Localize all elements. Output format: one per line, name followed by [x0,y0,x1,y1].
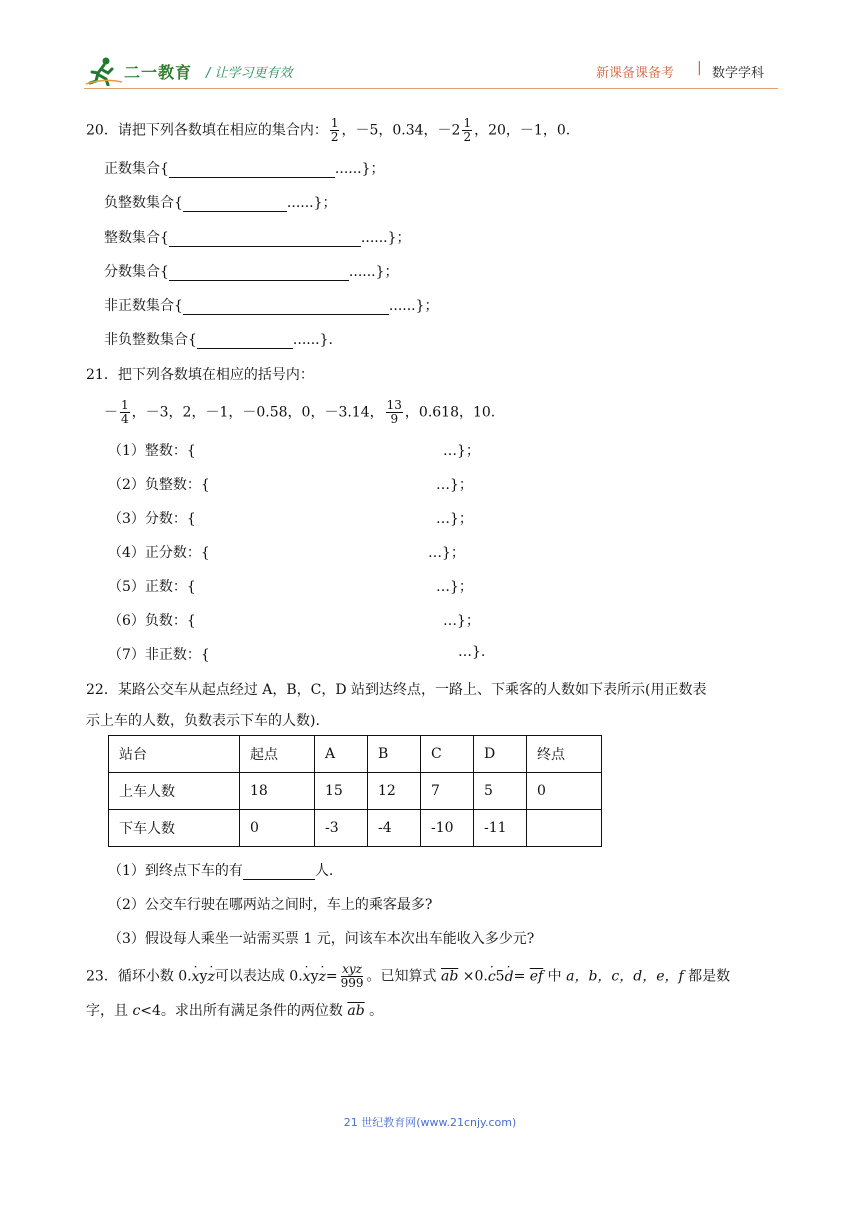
answer-blank[interactable] [243,865,315,880]
fraction-numerator: 1 [330,116,339,130]
table-cell: 0 [240,810,315,847]
fraction-denominator: 9 [390,412,399,426]
table-cell: 起点 [240,736,315,773]
digit: 5 [495,968,505,985]
fraction-numerator: 1 [463,116,472,130]
table-cell: C [421,736,474,773]
table-cell: 15 [315,773,368,810]
table-cell: 12 [368,773,421,810]
repeating-digit: x · [303,969,311,985]
item-label: （7）非正数：{ [108,647,210,663]
q22-sub3: （3）假设每人乘坐一站需买票 1 元，问该车本次出车能收入多少元? [108,931,535,947]
q20-set-nonnegative-integer [104,329,333,349]
bus-passenger-table [108,735,602,847]
overline-ab: $\overline{ab}$ [347,1003,365,1019]
q23-text: 。 [369,1003,384,1019]
header-separator: | [697,60,702,76]
multiply-text: ×0. [462,968,488,985]
set-label: 非正数集合{ [104,298,183,314]
q21-item-1 [108,440,196,460]
q23-text: 字，且 [86,1003,133,1019]
fraction-numerator: xyz [342,962,362,976]
q21-numbers [104,399,495,426]
q20-numbers-text-end: ，20，－1，0. [474,122,571,139]
fraction-denominator: 2 [330,130,339,144]
table-cell: -10 [421,810,474,847]
q21-minus-sign: － [104,404,118,421]
q23-text: 都是数 [683,968,731,985]
q23-line2 [86,1000,383,1020]
answer-blank[interactable] [169,266,349,281]
table-cell: B [368,736,421,773]
runner-logo-icon [84,56,124,86]
q23-text: <4。求出所有满足条件的两位数 [140,1003,343,1019]
q21-item-5-end: …}； [436,579,473,595]
fraction-numerator: 1 [121,398,129,412]
q22-stem-line1: 22．某路公交车从起点经过 A，B，C，D 站到达终点，一路上、下乘客的人数如下表所示(用正数表 [86,682,707,698]
q20-numbers-text: ，－5，0.34，－2 [341,122,461,139]
table-row [109,810,602,847]
item-label: （5）正数：{ [108,579,196,595]
answer-blank[interactable] [183,300,389,315]
q23-text: 可以表达成 0. [214,968,303,985]
repeating-digit: y [199,968,208,985]
set-end: ......}. [292,332,333,348]
repeating-digit: y [310,968,319,985]
set-label: 正数集合{ [104,161,169,177]
sub1-unit: 人. [314,863,334,879]
table-header-row [109,736,602,773]
q21-item-4-end: …}； [428,545,465,561]
fraction-denominator: 2 [463,130,472,144]
table-cell: -4 [368,810,421,847]
set-end: ......}； [360,230,411,246]
header-divider [84,88,778,89]
q20-fraction-1 [330,117,340,144]
repeating-digit: z · [207,969,214,985]
table-cell: -11 [474,810,527,847]
header-course-label: 新课备课备考 [596,66,675,81]
q20-fraction-2 [462,117,472,144]
equals-sign: = [513,968,526,985]
q20-stem-text: 20．请把下列各数填在相应的集合内： [86,122,328,139]
q22-stem-line2: 示上车的人数，负数表示下车的人数). [86,713,320,729]
answer-blank[interactable] [197,334,293,349]
repeating-digit: x · [192,969,200,985]
q21-item-3-end: …}； [436,511,473,527]
q22-sub2: （2）公交车行驶在哪两站之间时，车上的乘客最多? [108,897,433,913]
q21-fraction-1 [120,399,130,426]
q23-fraction [340,963,365,990]
set-end: ......}； [286,195,337,211]
item-label: （6）负数：{ [108,613,196,629]
set-end: ......}； [348,264,399,280]
q20-set-nonpositive [104,295,439,315]
variable-c: c [132,1003,141,1019]
fraction-denominator: 4 [121,412,129,426]
q22-sub1 [108,860,333,880]
q21-fraction-2 [386,399,403,426]
header-subject-label: 数学学科 [712,66,765,81]
q21-item-2-end: …}； [436,477,473,493]
q21-item-7-end: …}. [458,644,486,660]
item-label: （4）正分数：{ [108,545,210,561]
repeating-digit: d · [505,969,514,985]
overline-ef: $\overline{ef}$ [529,968,544,985]
table-row [109,773,602,810]
q20-set-fraction [104,261,399,281]
q21-item-7 [108,644,210,664]
set-label: 分数集合{ [104,264,169,280]
q20-stem [86,117,570,144]
table-cell: 0 [527,773,602,810]
repeating-digit: z · [318,969,325,985]
q21-item-2 [108,474,210,494]
table-cell: -3 [315,810,368,847]
set-end: ......}； [388,298,439,314]
q21-item-1-end: …}； [443,443,480,459]
q21-stem: 21．把下列各数填在相应的括号内： [86,367,314,383]
table-cell [527,810,602,847]
page-footer: 21 世纪教育网(www.21cnjy.com) [343,1116,517,1129]
q21-item-3 [108,508,196,528]
variables: a，b，c，d，e，f [566,968,684,985]
table-cell: 18 [240,773,315,810]
q21-item-6 [108,610,196,630]
header-slogan: / 让学习更有效 [206,66,293,81]
q21-numbers-text-end: ，0.618，10. [404,404,496,421]
answer-blank[interactable] [183,197,287,212]
table-cell: A [315,736,368,773]
set-label: 整数集合{ [104,230,169,246]
overline-ab: $\overline{ab}$ [440,968,459,985]
table-cell: 终点 [527,736,602,773]
q20-set-negative-integer [104,192,337,212]
repeating-digit: c · [488,969,496,985]
brand-name: 二一教育 [124,63,193,82]
table-cell: 下车人数 [109,810,240,847]
table-cell: 上车人数 [109,773,240,810]
item-label: （1）整数：{ [108,443,196,459]
answer-blank[interactable] [169,232,361,247]
q23-text: 23．循环小数 0. [86,968,192,985]
q21-item-6-end: …}； [443,613,480,629]
q21-numbers-text: ，－3，2，－1，－0.58，0，－3.14， [131,404,384,421]
equals-sign: = [325,968,338,985]
set-label: 负整数集合{ [104,195,183,211]
set-end: ......}； [334,161,385,177]
item-label: （2）负整数：{ [108,477,210,493]
table-cell: D [474,736,527,773]
answer-blank[interactable] [169,163,335,178]
fraction-denominator: 999 [340,976,364,990]
q20-set-positive [104,158,385,178]
set-label: 非负整数集合{ [104,332,197,348]
item-label: （3）分数：{ [108,511,196,527]
sub1-text: （1）到终点下车的有 [108,863,243,879]
table-cell: 5 [474,773,527,810]
q21-item-5 [108,576,196,596]
q23-text: 中 [547,968,567,985]
fraction-numerator: 13 [386,398,402,412]
q20-set-integer [104,227,411,247]
q23-line1 [86,963,730,990]
q23-text: 。已知算式 [366,968,437,985]
table-cell: 站台 [109,736,240,773]
q21-item-4 [108,542,210,562]
table-cell: 7 [421,773,474,810]
